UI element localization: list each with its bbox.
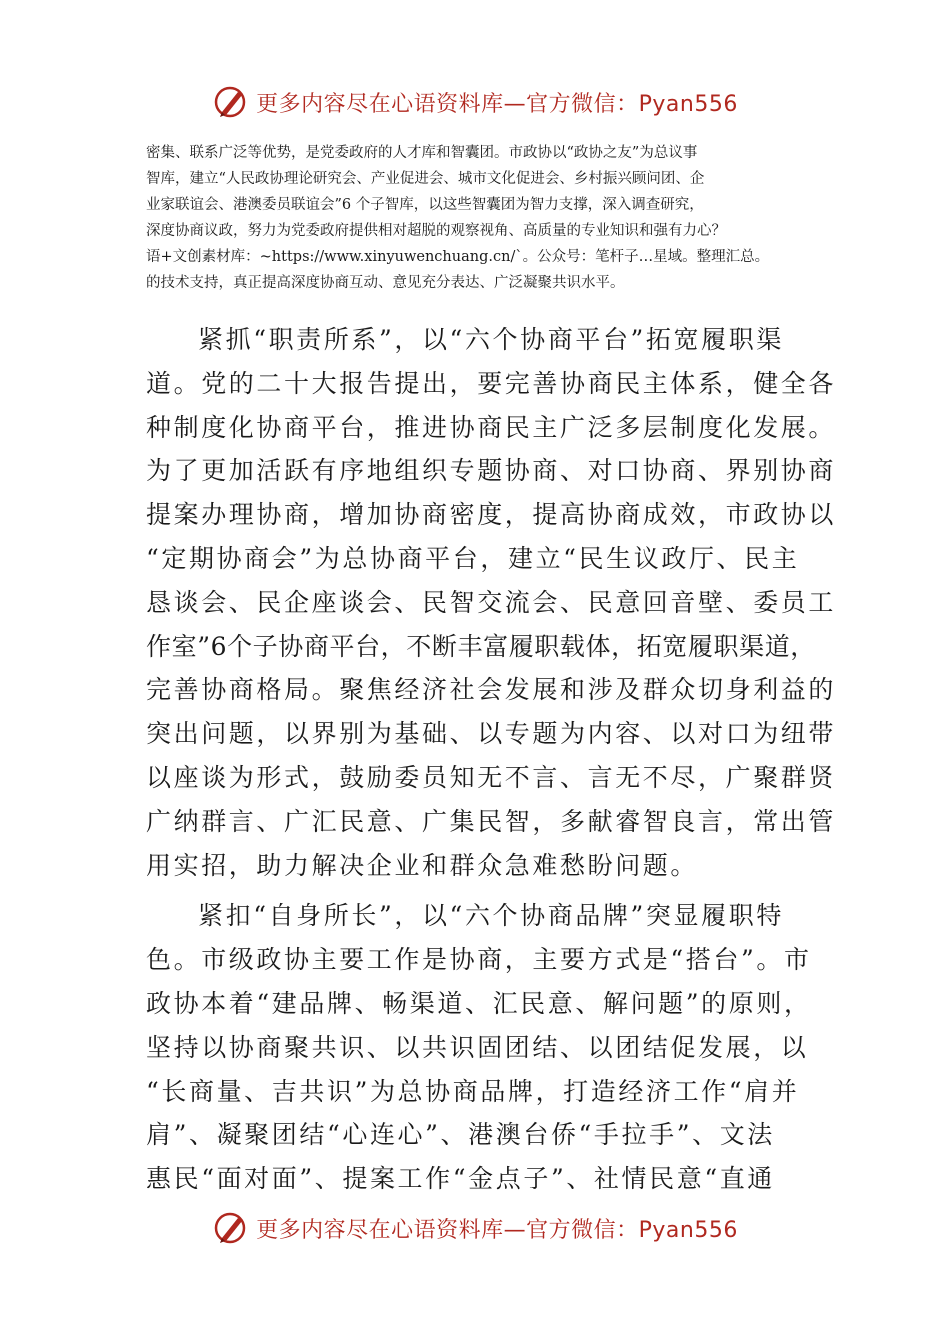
body-text bbox=[146, 318, 837, 1201]
paragraph-line: 道。党的二十大报告提出，要完善协商民主体系，健全各 bbox=[146, 368, 837, 398]
paragraph-line: “长商量、吉共识”为总协商品牌，打造经济工作“肩并 bbox=[146, 1076, 800, 1106]
fragment-line: 语+文创素材库：~https://www.xinyuwenchuang.cn/`。公众号：笔杆子…星域。整理汇总。 bbox=[146, 249, 770, 265]
paragraph-line: “定期协商会”为总协商平台，建立“民生议政厅、民主 bbox=[146, 543, 800, 573]
paragraph-line: 坚持以协商聚共识、以共识固团结、以团结促发展，以 bbox=[146, 1032, 809, 1062]
paragraph-line: 色。市级政协主要工作是协商，主要方式是“搭台”。市 bbox=[146, 945, 812, 975]
fragment-line: 智库，建立“人民政协理论研究会、产业促进会、城市文化促进会、乡村振兴顾问团、企 bbox=[146, 171, 705, 187]
banner-text: 更多内容尽在心语资料库—官方微信：Pyan556 bbox=[256, 91, 738, 117]
paragraph-2 bbox=[146, 894, 816, 1201]
paragraph-line: 种制度化协商平台，推进协商民主广泛多层制度化发展。 bbox=[146, 412, 837, 442]
paragraph-line: 完善协商格局。聚焦经济社会发展和涉及群众切身利益的 bbox=[146, 675, 837, 705]
paragraph-line: 紧扣“自身所长”，以“六个协商品牌”突显履职特 bbox=[198, 901, 784, 931]
banner-text: 更多内容尽在心语资料库—官方微信：Pyan556 bbox=[256, 1217, 738, 1243]
pen-logo-icon bbox=[212, 1208, 252, 1248]
paragraph-line: 惠民“面对面”、提案工作“金点子”、社情民意“直通 bbox=[146, 1164, 775, 1194]
paragraph-1 bbox=[146, 318, 837, 887]
pen-logo-icon bbox=[212, 82, 252, 122]
fragment-line: 的技术支持，真正提高深度协商互动、意见充分表达、广泛凝聚共识水平。 bbox=[146, 275, 625, 291]
paragraph-line: 以座谈为形式，鼓励委员知无不言、言无不尽，广聚群贤 bbox=[146, 762, 837, 792]
footer-banner bbox=[0, 1208, 950, 1248]
fragment-line: 密集、联系广泛等优势，是党委政府的人才库和智囊团。市政协以“政协之友”为总议事 bbox=[146, 145, 698, 161]
paragraph-line: 用实招，助力解决企业和群众急难愁盼问题。 bbox=[146, 850, 699, 880]
paragraph-line: 恳谈会、民企座谈会、民智交流会、民意回音壁、委员工 bbox=[146, 587, 837, 617]
paragraph-line: 肩”、凝聚团结“心连心”、港澳台侨“手拉手”、文法 bbox=[146, 1120, 775, 1150]
paragraph-line: 提案办理协商，增加协商密度，提高协商成效，市政协以 bbox=[146, 500, 837, 530]
paragraph-line: 为了更加活跃有序地组织专题协商、对口协商、界别协商 bbox=[146, 456, 837, 486]
paragraph-line: 作室”6个子协商平台，不断丰富履职载体，拓宽履职渠道， bbox=[146, 631, 816, 661]
paragraph-line: 广纳群言、广汇民意、广集民智，多献睿智良言，常出管 bbox=[146, 806, 837, 836]
fragment-block bbox=[146, 140, 806, 296]
paragraph-line: 政协本着“建品牌、畅渠道、汇民意、解问题”的原则， bbox=[146, 988, 812, 1018]
header-banner bbox=[0, 82, 950, 122]
paragraph-line: 突出问题，以界别为基础、以专题为内容、以对口为纽带 bbox=[146, 719, 837, 749]
fragment-line: 深度协商议政，努力为党委政府提供相对超脱的观察视角、高质量的专业知识和强有力心？ bbox=[146, 223, 726, 239]
fragment-line: 业家联谊会、港澳委员联谊会”6 个子智库，以这些智囊团为智力支撑，深入调查研究， bbox=[146, 197, 704, 213]
paragraph-line: 紧抓“职责所系”，以“六个协商平台”拓宽履职渠 bbox=[198, 325, 784, 354]
